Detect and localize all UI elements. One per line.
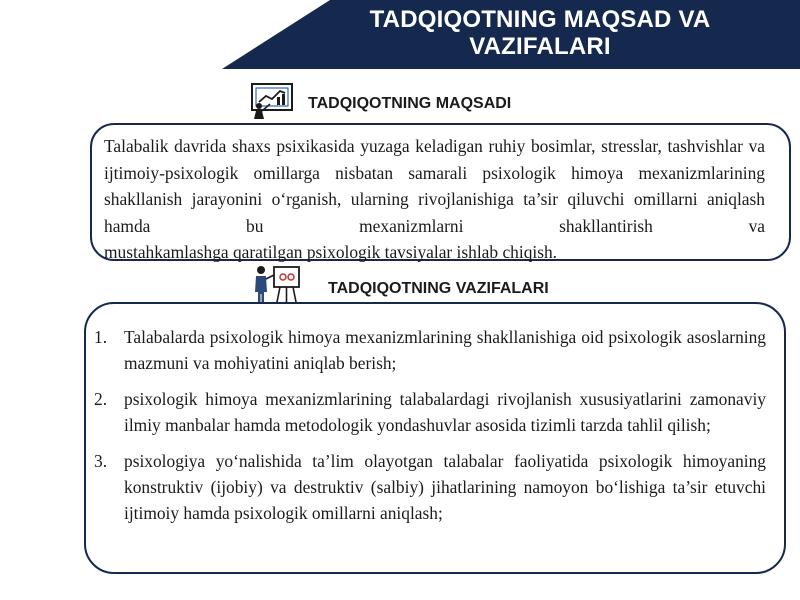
task-number: 1. (94, 327, 108, 347)
list-item (94, 448, 766, 526)
tasks-list (94, 324, 766, 526)
goal-heading: TADQIQOTNING MAQSADI (308, 94, 512, 112)
tasks-heading: TADQIQOTNING VAZIFALARI (328, 279, 549, 297)
goal-text-main: Talabalik davrida shaxs psixikasida yuzaga keladigan ruhiy bosimlar, stresslar, tashvishlar va ijtimoiy-psixologik omillarga nisbatan samarali psixologik himoya mexanizmlarining shakllanish jarayonini o‘rganish, ularning rivojlanishiga ta’sir qiluvchi omillarni aniqlash hamda bu mexanizmlarni shakllantirish va (104, 136, 765, 236)
goal-heading-row (250, 82, 511, 125)
task-number: 2. (94, 389, 108, 409)
page-title-line1: TADQIQOTNING MAQSAD VA (369, 6, 711, 33)
page-title (300, 6, 780, 60)
list-item (94, 324, 766, 376)
list-item (94, 386, 766, 438)
task-text: psixologik himoya mexanizmlarining talabalardagi rivojlanish xususiyatlarini zamonaviy ilmiy manbalar hamda metodologik yondashuvlar asosida tizimli tarzda tahlil qilish; (124, 389, 766, 435)
presentation-chart-icon (250, 82, 296, 125)
title-banner (0, 0, 800, 70)
goal-box (90, 123, 791, 261)
task-text: psixologiya yo‘nalishida ta’lim olayotgan talabalar faoliyatida psixologik himoyaning konstruktiv (ijobiy) va destruktiv (salbiy) jihatlarining namoyon bo‘lishiga ta’sir etuvchi ijtimoiy hamda psixologik omillarni aniqlash; (124, 451, 766, 523)
goal-text-last: mustahkamlashga qaratilgan psixologik tavsiyalar ishlab chiqish. (104, 242, 558, 262)
task-number: 3. (94, 451, 108, 471)
goal-text (104, 133, 765, 266)
page-title-line2: VAZIFALARI (469, 33, 611, 60)
tasks-box (84, 302, 786, 574)
task-text: Talabalarda psixologik himoya mexanizmlarining shakllanishiga oid psixologik asoslarning mazmuni va mohiyatini aniqlab berish; (124, 327, 766, 373)
